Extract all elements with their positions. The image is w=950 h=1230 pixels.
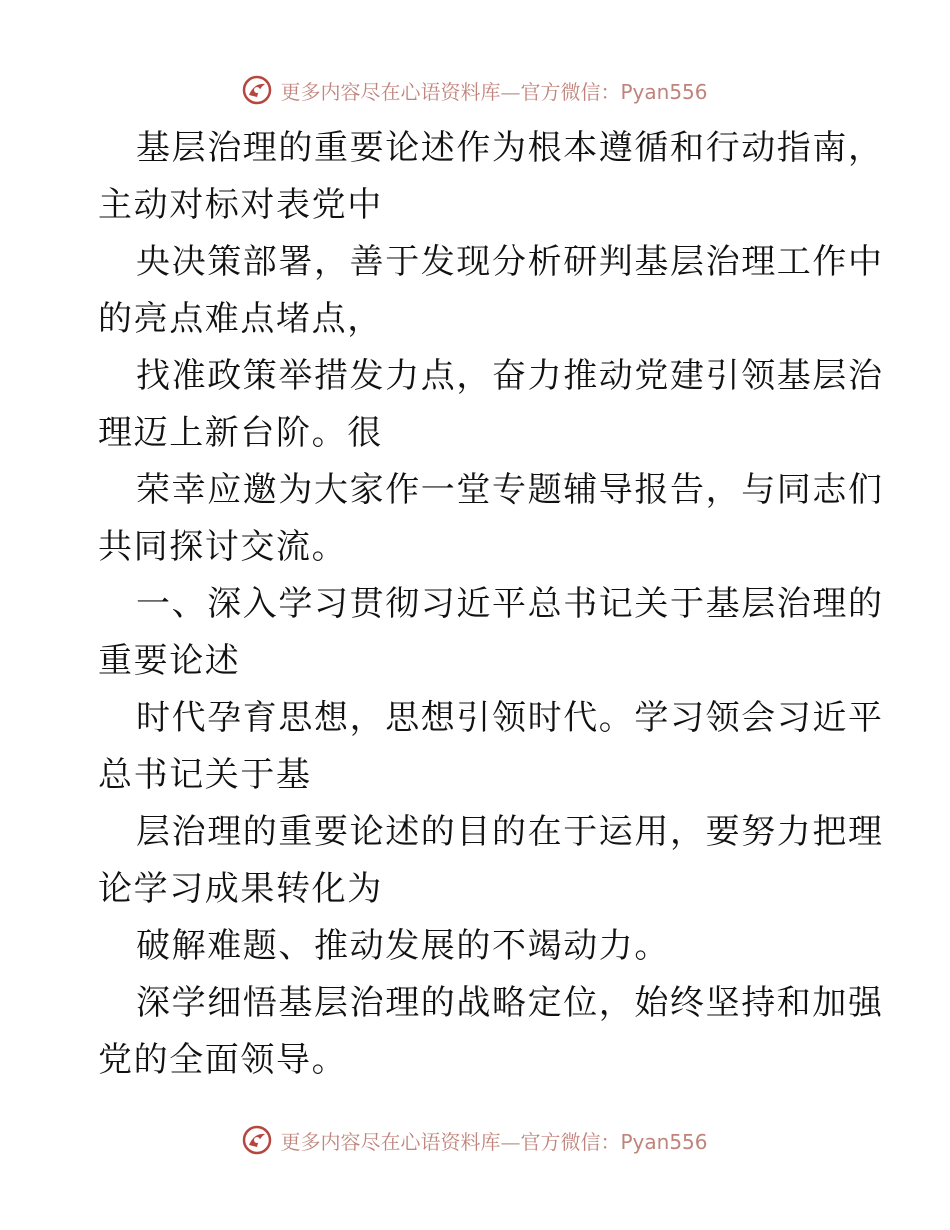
paragraph-line: 理迈上新台阶。很	[98, 413, 383, 453]
paragraph	[98, 462, 884, 576]
paragraph	[98, 234, 884, 348]
paragraph-line: 时代孕育思想，思想引领时代。学习领会习近平	[136, 698, 884, 738]
paragraph	[98, 576, 884, 690]
paragraph	[98, 975, 884, 1089]
banner-middle: 官方微信：	[520, 1129, 621, 1154]
banner-account: Pyan556	[620, 1129, 708, 1154]
paragraph-line: 党的全面领导。	[98, 1040, 348, 1080]
paragraph-line: 总书记关于基	[98, 755, 312, 795]
paragraph	[98, 690, 884, 804]
banner-account: Pyan556	[620, 79, 708, 104]
banner-dash: —	[500, 79, 521, 104]
brand-logo-icon	[242, 1125, 272, 1155]
paragraph-line: 基层治理的重要论述作为根本遵循和行动指南，	[136, 128, 884, 168]
banner-dash: —	[500, 1129, 521, 1154]
paragraph-line: 荣幸应邀为大家作一堂专题辅导报告，与同志们	[136, 470, 884, 510]
banner-prefix: 更多内容尽在心语资料库	[280, 79, 501, 104]
paragraph	[98, 918, 858, 975]
paragraph-line: 论学习成果转化为	[98, 869, 383, 909]
paragraph-line: 的亮点难点堵点，	[98, 299, 383, 339]
paragraph-line: 层治理的重要论述的目的在于运用，要努力把理	[136, 812, 884, 852]
paragraph-line: 深学细悟基层治理的战略定位，始终坚持和加强	[136, 983, 884, 1023]
paragraph-line: 共同探讨交流。	[98, 527, 348, 567]
paragraph-line: 找准政策举措发力点，奋力推动党建引领基层治	[136, 356, 884, 396]
header-banner	[0, 70, 950, 110]
paragraph-line: 主动对标对表党中	[98, 185, 383, 225]
brand-logo-icon	[242, 75, 272, 105]
footer-banner-text	[280, 1126, 707, 1155]
paragraph-line: 一、深入学习贯彻习近平总书记关于基层治理的	[136, 584, 884, 624]
paragraph-line: 央决策部署，善于发现分析研判基层治理工作中	[136, 242, 884, 282]
paragraph-line: 重要论述	[98, 641, 241, 681]
paragraph	[98, 120, 884, 234]
banner-prefix: 更多内容尽在心语资料库	[280, 1129, 501, 1154]
banner-middle: 官方微信：	[520, 79, 621, 104]
header-banner-text	[280, 76, 707, 105]
paragraph	[98, 348, 884, 462]
paragraph-line: 破解难题、推动发展的不竭动力。	[136, 926, 670, 966]
paragraph	[98, 804, 884, 918]
footer-banner	[0, 1120, 950, 1160]
document-body	[98, 120, 884, 1089]
